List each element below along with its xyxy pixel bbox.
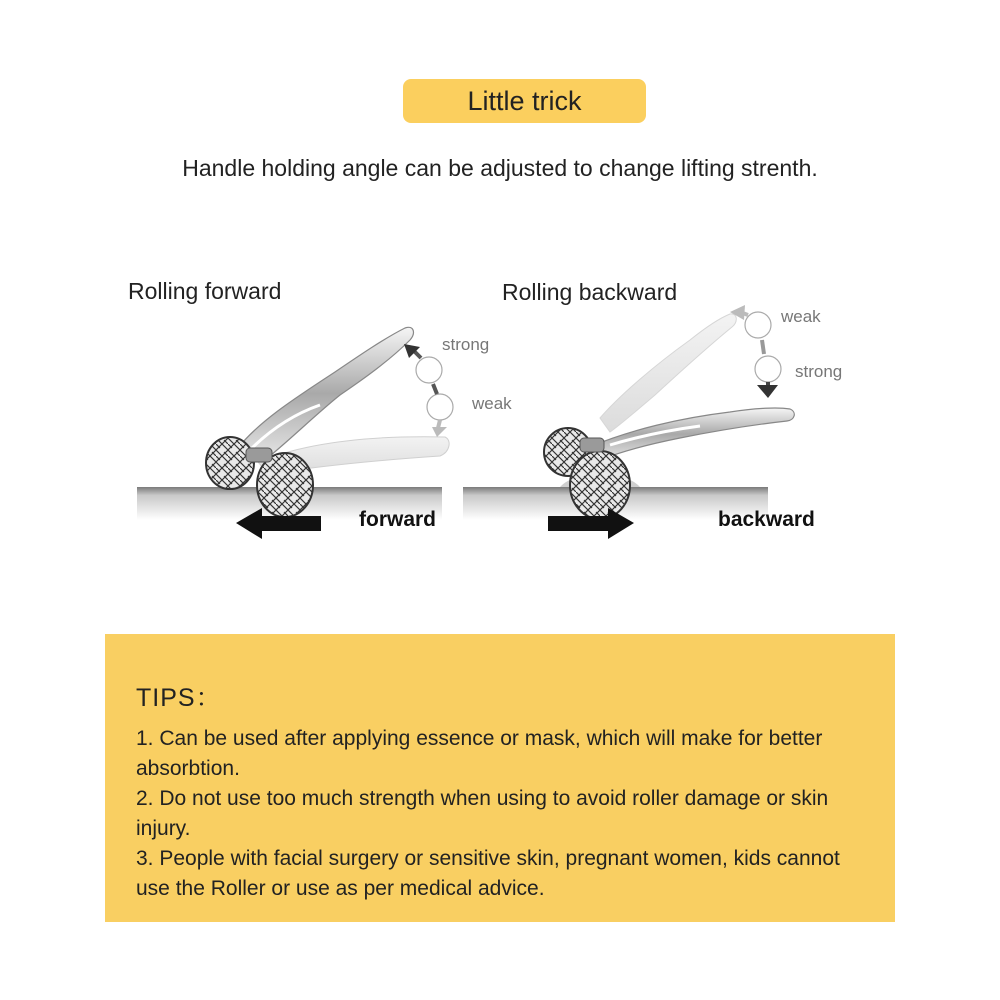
backward-illustration <box>463 305 794 539</box>
backward-roller-front <box>570 451 630 519</box>
tip-item: 3. People with facial surgery or sensitive skin, pregnant women, kids cannot use the Roller or use as per medical advice. <box>136 847 840 900</box>
backward-weak-circle <box>745 312 771 338</box>
page-subtitle: Handle holding angle can be adjusted to change lifting strenth. <box>182 155 818 181</box>
backward-direction-label: backward <box>718 508 815 531</box>
tip-item: 1. Can be used after applying essence or mask, which will make for better absorbtion. <box>136 727 823 780</box>
forward-roller-front <box>257 453 313 517</box>
tips-list <box>136 724 875 904</box>
badge-label: Little trick <box>467 85 582 116</box>
forward-title: Rolling forward <box>128 278 282 304</box>
backward-down-arrowhead <box>757 385 778 398</box>
forward-strong-circle <box>416 357 442 383</box>
forward-roller-back <box>206 437 254 489</box>
tips-box <box>105 634 895 922</box>
forward-weak-circle <box>427 394 453 420</box>
forward-strong-label: strong <box>442 335 490 354</box>
backward-title: Rolling backward <box>502 279 678 305</box>
backward-weak-label: weak <box>781 307 821 326</box>
tip-item: 2. Do not use too much strength when using to avoid roller damage or skin injury. <box>136 787 829 840</box>
backward-strong-circle <box>755 356 781 382</box>
forward-direction-label: forward <box>359 508 437 531</box>
forward-down-arrowhead <box>432 427 447 437</box>
forward-weak-label: weak <box>472 394 512 413</box>
backward-strong-label: strong <box>795 362 843 381</box>
tips-title: TIPS： <box>136 684 222 712</box>
